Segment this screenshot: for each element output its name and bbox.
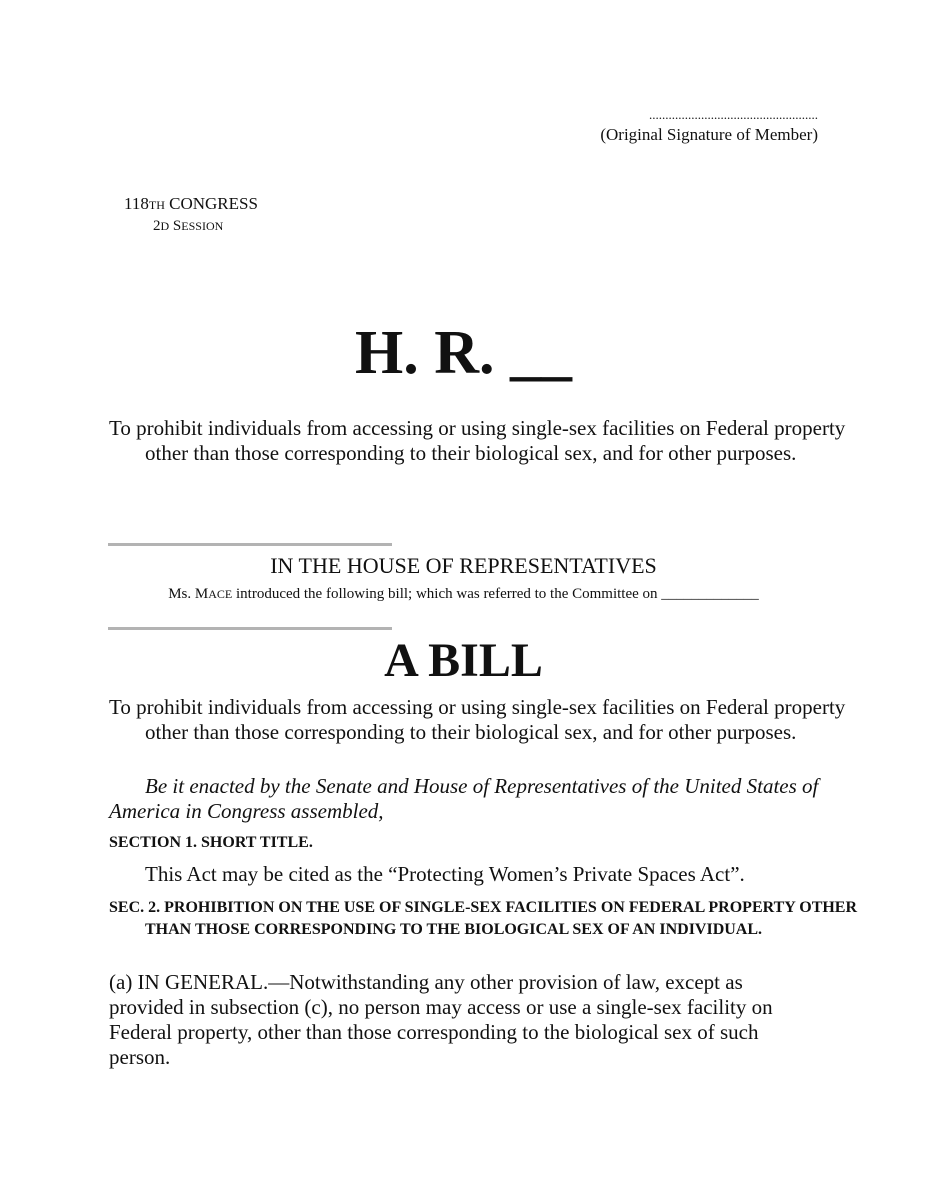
session-word-rest: ESSION xyxy=(181,219,224,233)
section-2-heading: SEC. 2. PROHIBITION ON THE USE OF SINGLE-SEX FACILITIES ON FEDERAL PROPERTY OTHER THAN THOSE CORRESPONDING TO THE BIOLOGICAL SEX OF AN INDIVIDUAL. xyxy=(109,899,858,938)
congress-ordinal: TH xyxy=(148,198,165,212)
sponsor-initial: M xyxy=(194,586,209,602)
house-heading: IN THE HOUSE OF REPRESENTATIVES xyxy=(270,553,657,578)
session-label xyxy=(153,218,223,235)
congress-number: 118 xyxy=(124,194,149,213)
session-word-initial: S xyxy=(172,218,182,234)
sponsor-prefix: Ms. xyxy=(168,586,195,602)
section-2-subsection-a: (a) IN GENERAL.—Notwithstanding any other provision of law, except as provided in subsection (c), no person may access or use a single-sex facility on Federal property, other than those corresponding to the biological sex of such person. xyxy=(109,970,773,1069)
session-ordinal: D xyxy=(160,219,170,233)
bill-title: To prohibit individuals from accessing or using single-sex facilities on Federal property other than those corresponding to their biological sex, and for other purposes. xyxy=(109,695,846,744)
congress-word: CONGRESS xyxy=(169,194,258,213)
divider-top xyxy=(108,543,392,546)
bill-summary-title: To prohibit individuals from accessing or using single-sex facilities on Federal property other than those corresponding to their biological sex, and for other purposes. xyxy=(109,416,846,465)
enacting-clause: Be it enacted by the Senate and House of Representatives of the United States of America in Congress assembled, xyxy=(109,774,819,823)
bill-number: H. R. __ xyxy=(355,319,572,387)
signature-label: (Original Signature of Member) xyxy=(600,125,818,144)
session-number: 2 xyxy=(153,218,161,234)
introduction-line xyxy=(0,585,927,603)
sponsor-name-rest: ACE xyxy=(208,587,233,601)
a-bill-heading: A BILL xyxy=(384,634,543,687)
introduction-text: introduced the following bill; which was referred to the Committee on _____________ xyxy=(232,586,759,602)
signature-line: .................................................... xyxy=(649,108,818,122)
section-1-body: This Act may be cited as the “Protecting Women’s Private Spaces Act”. xyxy=(145,862,745,886)
congress-label xyxy=(124,194,258,214)
section-1-heading: SECTION 1. SHORT TITLE. xyxy=(109,834,313,851)
divider-bottom xyxy=(108,627,392,630)
